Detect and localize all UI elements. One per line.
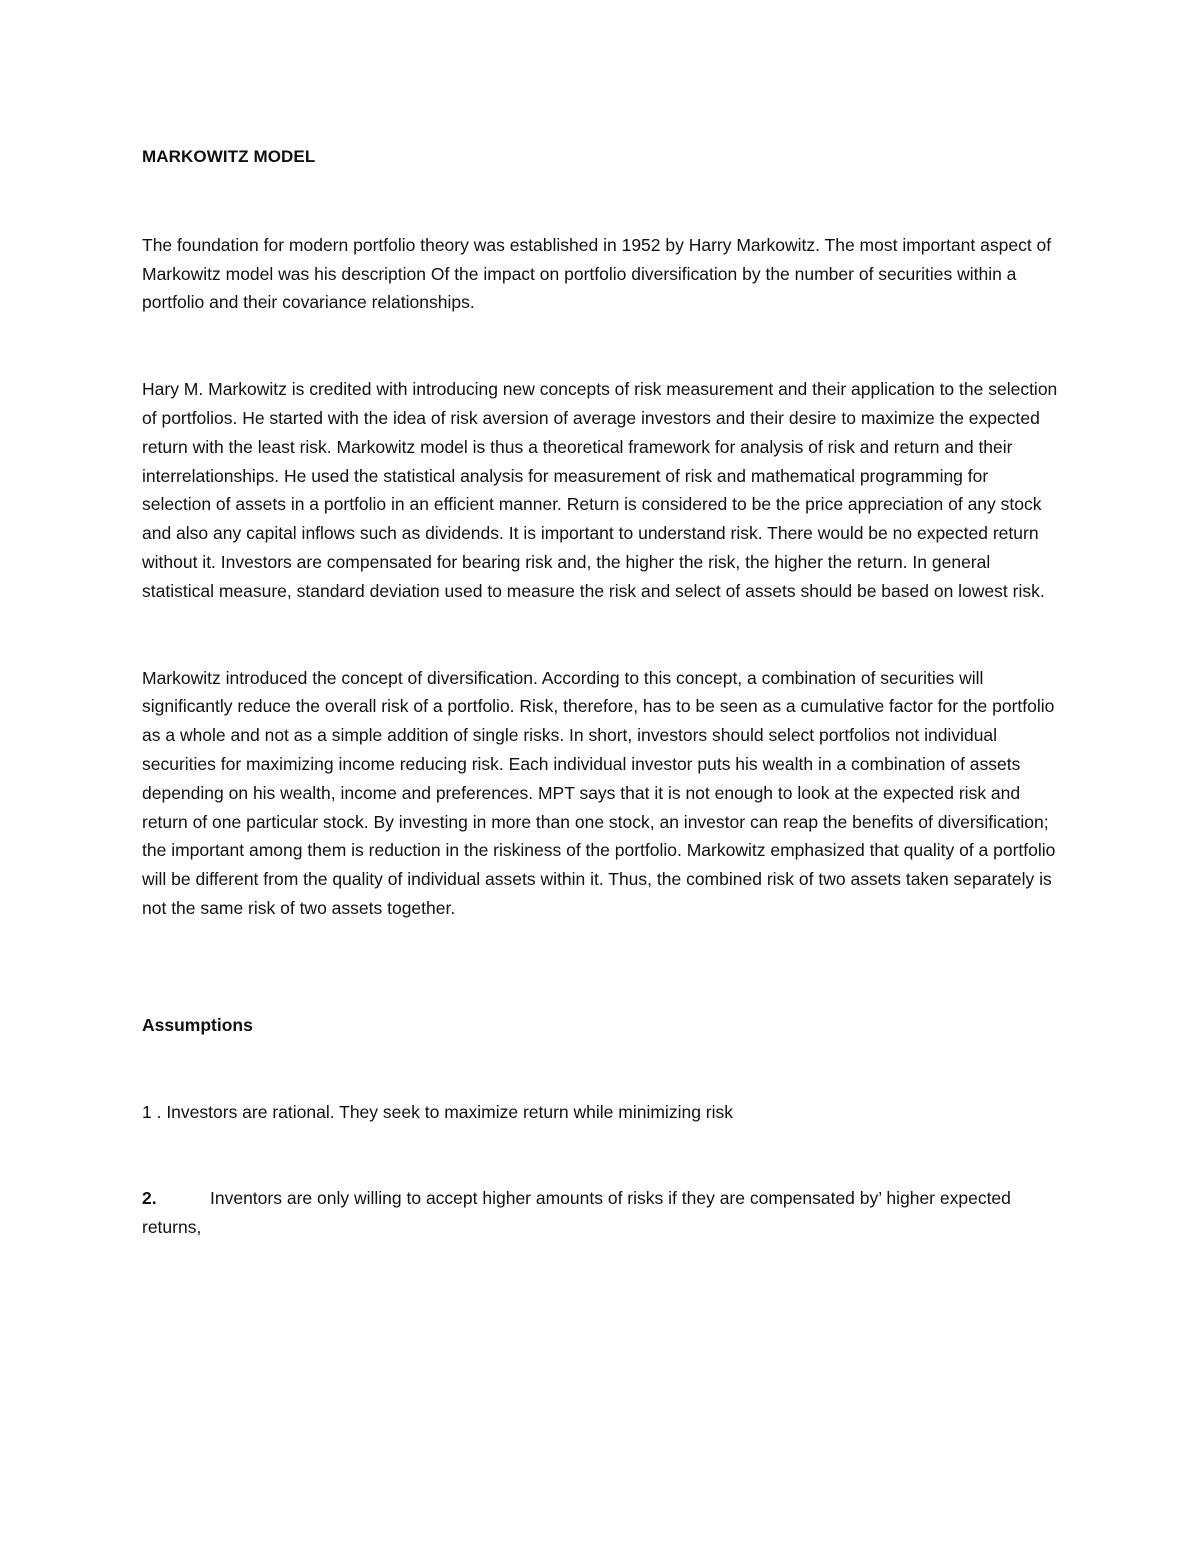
assumption-item-number: 2. bbox=[142, 1188, 157, 1209]
paragraph-risk-measurement: Hary M. Markowitz is credited with introducing new concepts of risk measurement and their application to the selection of portfolios. He started with the idea of risk aversion of average investors and their desire to maximize the expected return with the least risk. Markowitz model is thus a theoretical framework for analysis of risk and return and their interrelationships. He used the statistical analysis for measurement of risk and mathematical programming for selection of assets in a portfolio in an efficient manner. Return is considered to be the price appreciation of any stock and also any capital inflows such as dividends. It is important to understand risk. There would be no expected return without it. Investors are compensated for bearing risk and, the higher the risk, the higher the return. In general statistical measure, standard deviation used to measure the risk and select of assets should be based on lowest risk. bbox=[142, 379, 1058, 601]
paragraph-diversification: Markowitz introduced the concept of diversification. According to this concept, a combination of securities will significantly reduce the overall risk of a portfolio. Risk, therefore, has to be seen as a cumulative factor for the portfolio as a whole and not as a simple addition of single risks. In short, investors should select portfolios not individual securities for maximizing income reducing risk. Each individual investor puts his wealth in a combination of assets depending on his wealth, income and preferences. MPT says that it is not enough to look at the expected risk and return of one particular stock. By investing in more than one stock, an investor can reap the benefits of diversification; the important among them is reduction in the riskiness of the portfolio. Markowitz emphasized that quality of a portfolio will be different from the quality of individual assets within it. Thus, the combined risk of two assets taken separately is not the same risk of two assets together. bbox=[142, 667, 1056, 918]
document-title: MARKOWITZ MODEL bbox=[142, 147, 316, 166]
assumption-item-text: Inventors are only willing to accept higher amounts of risks if they are compensated by’ higher expected returns, bbox=[142, 1188, 1011, 1238]
paragraph-foundation: The foundation for modern portfolio theory was established in 1952 by Harry Markowitz. The most important aspect of Markowitz model was his description Of the impact on portfolio diversification by the number of securities within a portfolio and their covariance relationships. bbox=[142, 234, 1052, 313]
assumptions-heading: Assumptions bbox=[142, 1014, 253, 1035]
assumption-item-1: 1 . Investors are rational. They seek to maximize return while minimizing risk bbox=[142, 1101, 734, 1122]
assumption-item-2 bbox=[142, 1184, 1062, 1242]
document-content bbox=[142, 143, 1062, 1242]
